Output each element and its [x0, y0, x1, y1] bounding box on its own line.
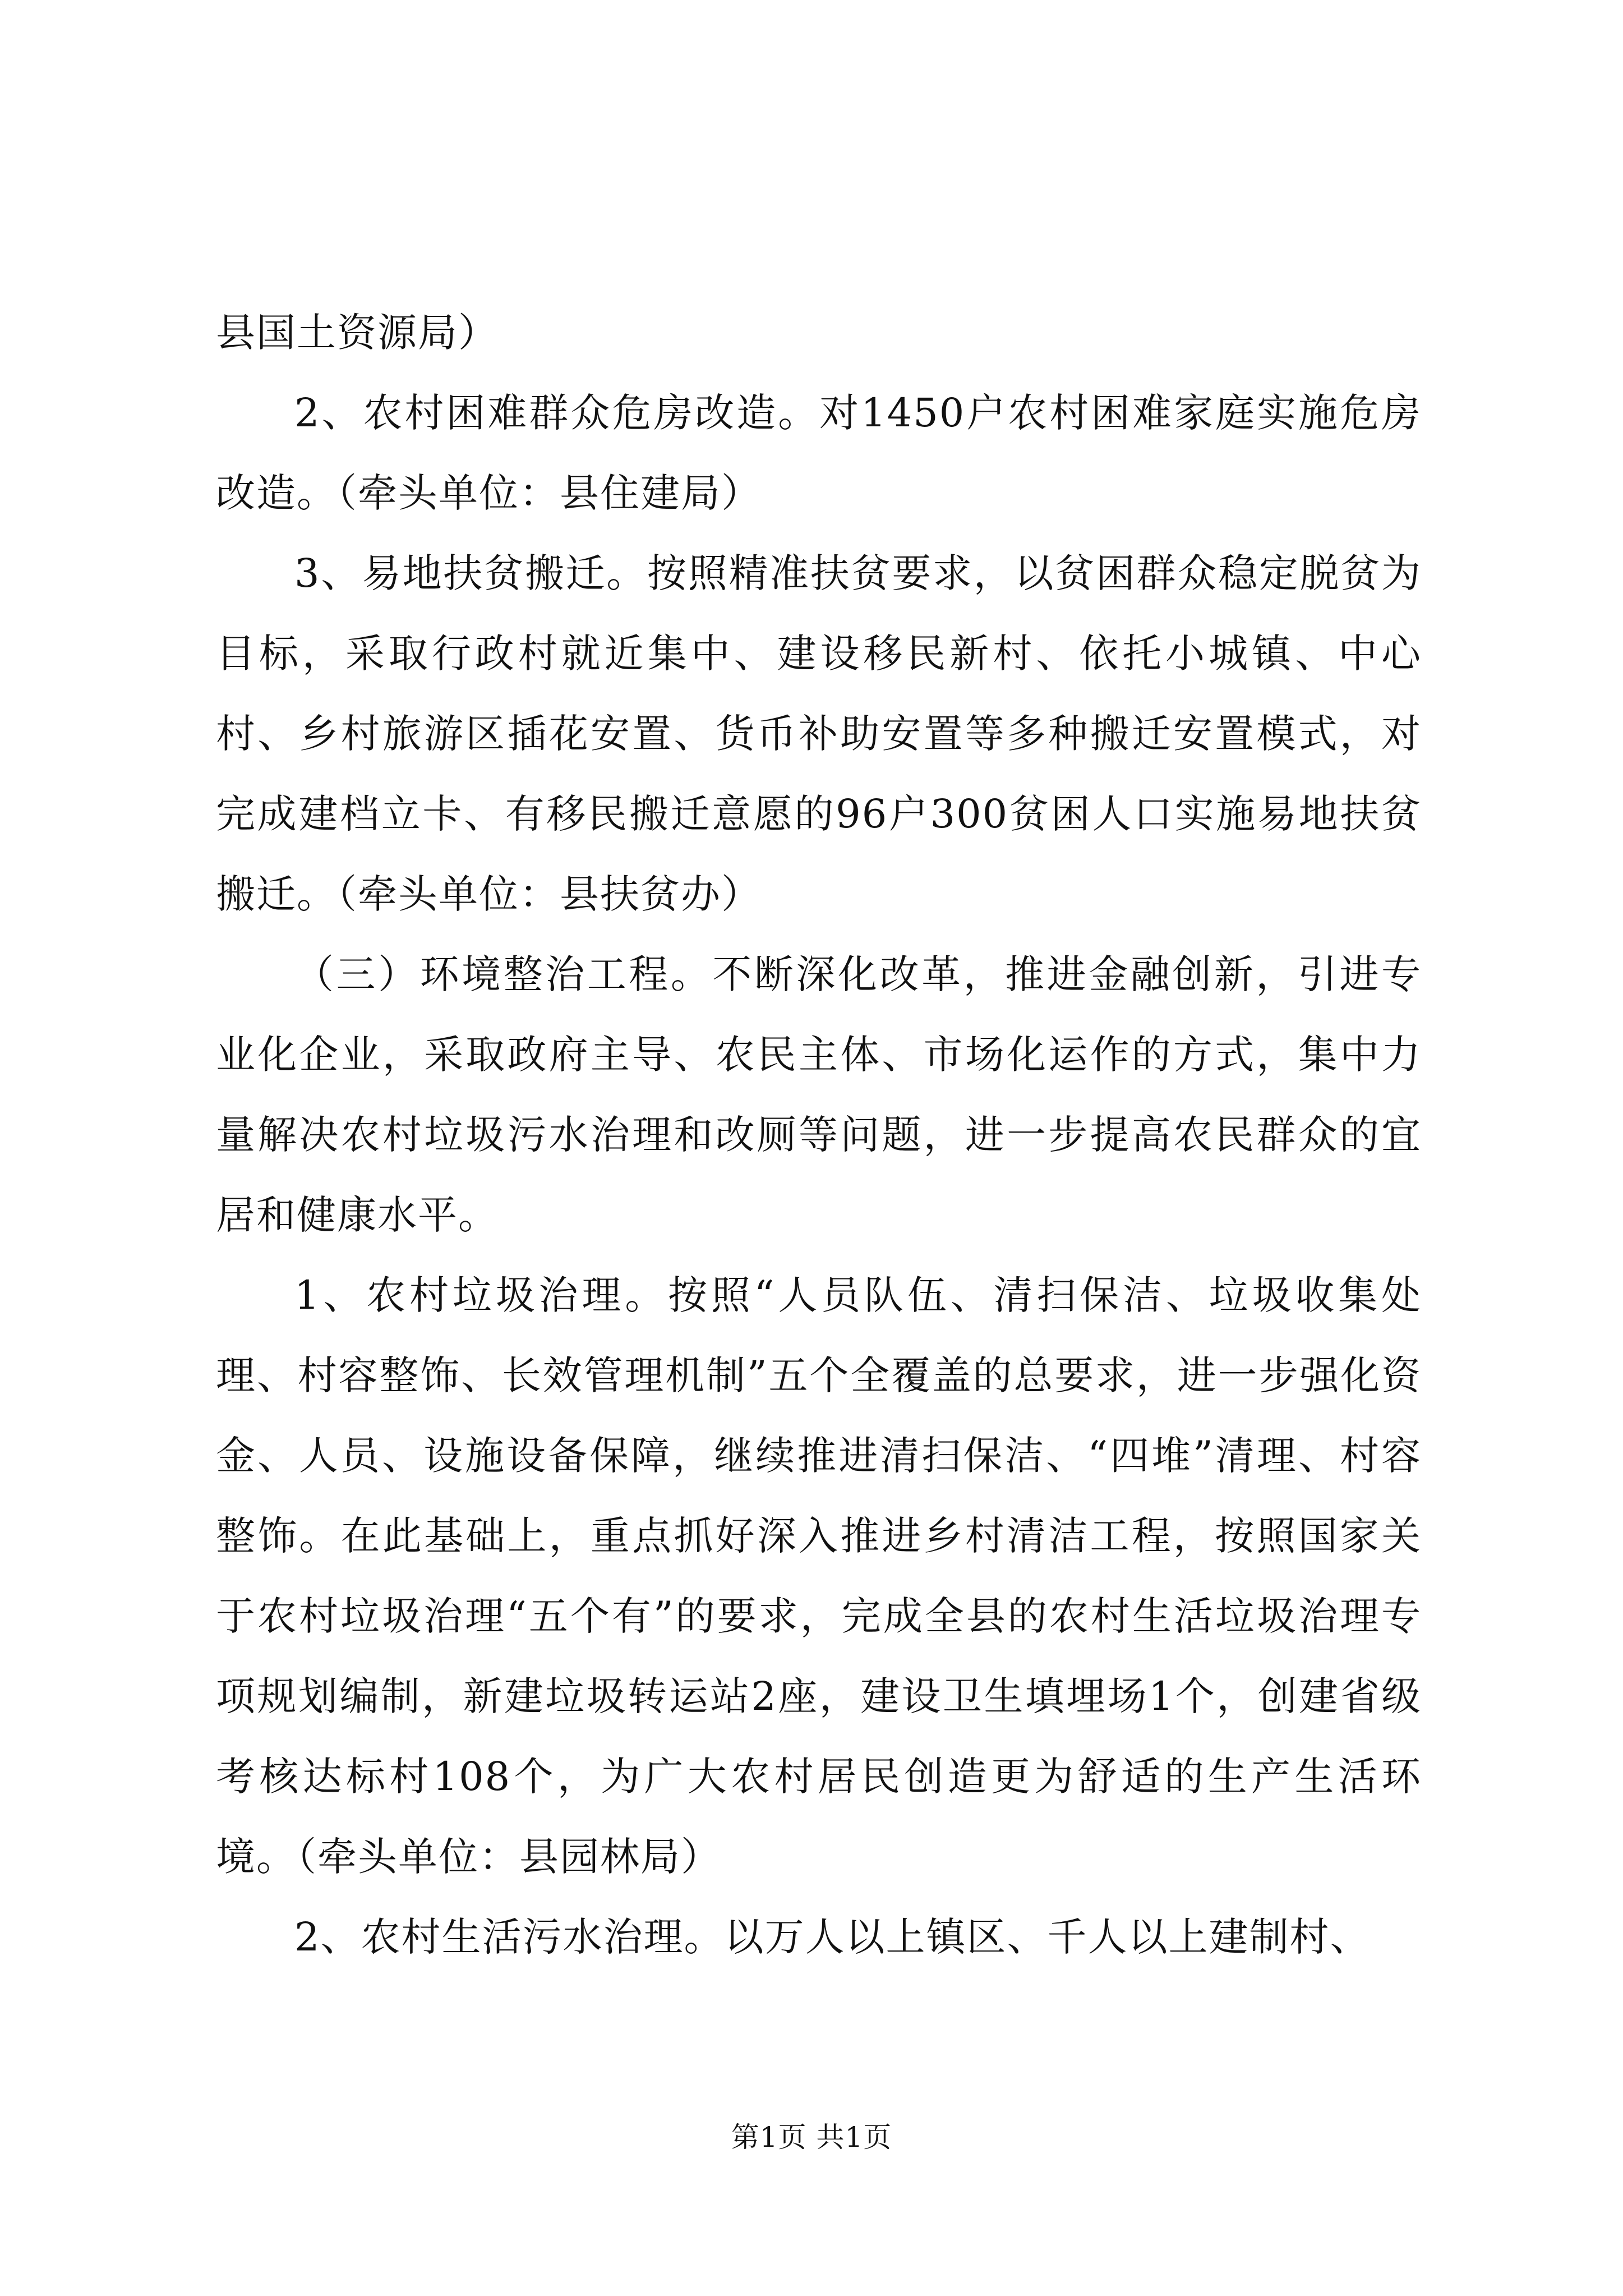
paragraph-garbage-treatment: 1、农村垃圾治理。按照“人员队伍、清扫保洁、垃圾收集处理、村容整饰、长效管理机制”五个全覆盖的总要求，进一步强化资金、人员、设施设备保障，继续推进清扫保洁、“四堆”清理、村容整饰。在此基础上，重点抓好深入推进乡村清洁工程，按照国家关于农村垃圾治理“五个有”的要求，完成全县的农村生活垃圾治理专项规划编制，新建垃圾转运站2座，建设卫生填埋场1个，创建省级考核达标村108个，为广大农村居民创造更为舒适的生产生活环境。（牵头单位：县园林局） — [216, 1272, 1422, 1880]
document-body — [216, 293, 1422, 1977]
paragraph-sewage-treatment: 2、农村生活污水治理。以万人以上镇区、千人以上建制村、 — [294, 1914, 1371, 1960]
page-footer: 第1页 共1页 — [731, 2121, 892, 2154]
paragraph-environment-project: （三）环境整治工程。不断深化改革，推进金融创新，引进专业化企业，采取政府主导、农民主体、市场化运作的方式，集中力量解决农村垃圾污水治理和改厕等问题，进一步提高农民群众的宜居和健康水平。 — [216, 951, 1422, 1238]
paragraph-housing-renovation: 2、农村困难群众危房改造。对1450户农村困难家庭实施危房改造。（牵头单位：县住建局） — [216, 390, 1422, 516]
paragraph-relocation: 3、易地扶贫搬迁。按照精准扶贫要求，以贫困群众稳定脱贫为目标，采取行政村就近集中、建设移民新村、依托小城镇、中心村、乡村旅游区插花安置、货币补助安置等多种搬迁安置模式，对完成建档立卡、有移民搬迁意愿的96户300贫困人口实施易地扶贫搬迁。（牵头单位：县扶贫办） — [216, 550, 1422, 917]
paragraph-continuation: 县国土资源局） — [216, 310, 499, 356]
